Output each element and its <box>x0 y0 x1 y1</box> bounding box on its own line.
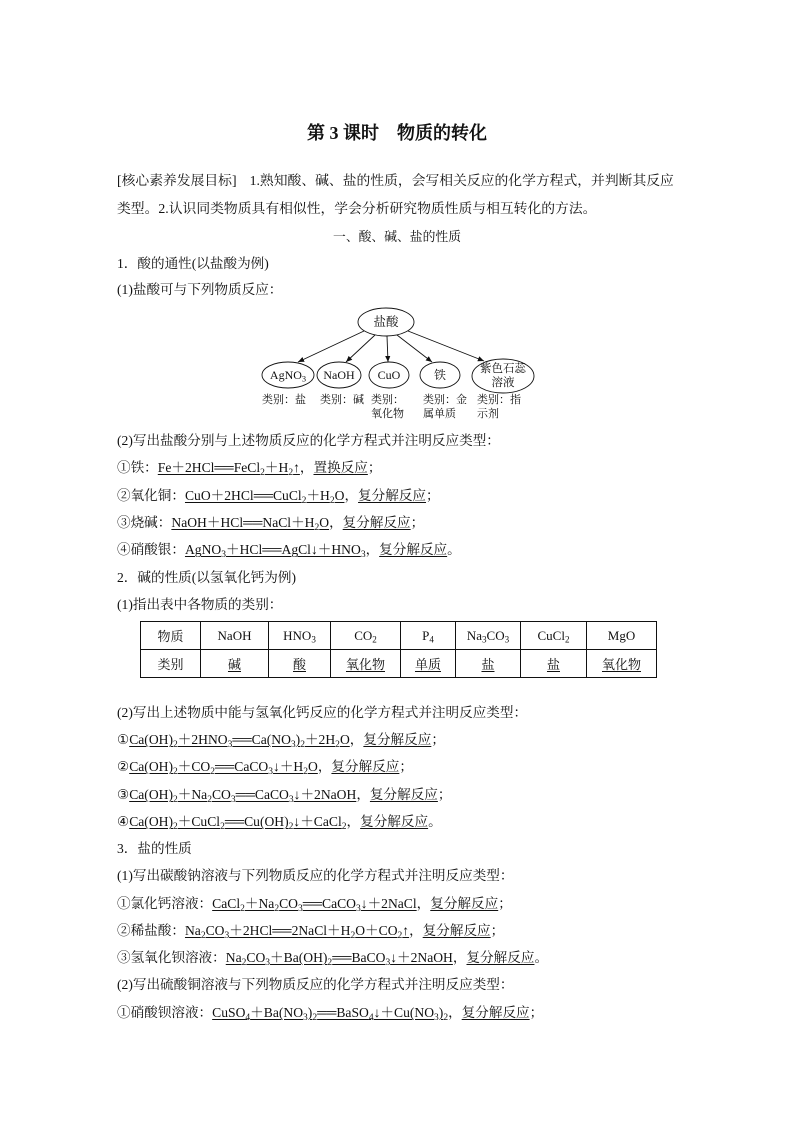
reaction-type-answer: 复分解反应 <box>430 896 499 911</box>
subscript: 3 <box>288 794 294 805</box>
equation-answer <box>129 732 350 750</box>
subscript: 2 <box>301 495 307 506</box>
equation-answer <box>212 896 417 914</box>
diagram-node-agno3 <box>262 367 314 383</box>
formula-text: ↑ <box>293 460 300 475</box>
reaction-label: ②稀盐酸： <box>117 923 185 938</box>
formula-text: AgNO <box>184 542 222 557</box>
formula-text: CO <box>211 787 231 802</box>
formula-text: CO <box>486 627 505 643</box>
equation-answer <box>184 542 366 560</box>
separator: ， <box>452 950 467 965</box>
subscript: 2 <box>172 739 178 750</box>
category-answer: 酸 <box>292 657 306 672</box>
arrow-to-cuo <box>387 336 388 362</box>
category-cell <box>331 650 401 678</box>
formula-text: ＋H <box>264 460 289 475</box>
reaction-label: ③ <box>117 787 130 802</box>
salt-question-2: (2)写出硫酸铜溶液与下列物质反应的化学方程式并注明反应类型： <box>117 977 514 992</box>
reaction-line <box>117 948 548 968</box>
formula-text: ↑ <box>402 923 410 938</box>
subscript: 3 <box>227 739 233 750</box>
line-end: ； <box>498 896 512 911</box>
acid-question-2: (2)写出盐酸分别与上述物质反应的化学方程式并注明反应类型： <box>117 433 500 448</box>
reaction-label: ①氯化钙溶液： <box>117 896 213 911</box>
subscript: 3 <box>268 766 274 777</box>
formula-text: AgNO <box>269 368 302 382</box>
acid-question-1: (1)盐酸可与下列物质反应： <box>117 282 283 297</box>
line-end: ； <box>367 460 382 475</box>
substance-cell <box>401 622 456 650</box>
separator: ， <box>416 896 431 911</box>
separator: ， <box>448 1005 462 1020</box>
reaction-line <box>117 1003 543 1023</box>
line-end: ； <box>437 787 452 802</box>
diagram-node-cuo <box>369 367 409 383</box>
table-row-substances <box>141 622 657 650</box>
equation-answer <box>129 787 357 805</box>
reaction-label: ② <box>117 759 130 774</box>
line-end: 。 <box>534 950 549 965</box>
formula-text: ＋Na <box>177 787 208 802</box>
substance-cell <box>331 622 401 650</box>
subscript: 3 <box>265 957 271 968</box>
equation-answer <box>184 488 345 506</box>
category-line: 氧化物 <box>371 408 404 420</box>
formula-text: ＋CuCl <box>177 814 221 829</box>
line-end: ； <box>426 488 440 503</box>
formula-text: ══CaCO <box>302 896 356 911</box>
formula-text: CuO＋2HCl══CuCl <box>184 488 302 503</box>
reaction-type-answer: 复分解反应 <box>461 1005 530 1020</box>
equation-answer <box>212 1005 449 1023</box>
base-question-2: (2)写出上述物质中能与氢氧化钙反应的化学方程式并注明反应类型： <box>117 705 528 720</box>
equation-answer <box>225 950 453 968</box>
subscript: 2 <box>207 794 212 805</box>
separator: ， <box>356 787 370 802</box>
formula-text: ) <box>307 1005 313 1020</box>
reaction-label: ①硝酸钡溶液： <box>117 1005 213 1020</box>
subscript: 3 <box>230 794 236 805</box>
subscript: 2 <box>350 930 356 941</box>
reaction-label: ④硝酸银： <box>117 542 185 557</box>
formula-text: ══CaCO <box>215 759 269 774</box>
formula-text: ══BaCO <box>332 950 386 965</box>
formula-text: P <box>422 627 430 643</box>
formula-text: Ca(OH) <box>129 787 173 802</box>
line-end: 。 <box>428 814 442 829</box>
reaction-line <box>117 812 442 832</box>
subscript: 2 <box>260 467 265 478</box>
subscript: 3 <box>303 1012 308 1023</box>
substance-cell <box>587 622 657 650</box>
category-answer: 盐 <box>481 657 495 672</box>
formula-text: Ca(OH) <box>129 814 173 829</box>
reaction-line <box>117 894 512 914</box>
subscript: 2 <box>329 495 335 506</box>
reaction-type-answer: 复分解反应 <box>360 814 429 829</box>
line-end: ； <box>529 1005 544 1020</box>
category-line: 类别：指 <box>477 394 521 406</box>
base-heading: 2．碱的性质(以氢氧化钙为例) <box>117 570 296 585</box>
subscript: 3 <box>360 549 366 560</box>
subscript: 2 <box>172 821 178 832</box>
reaction-type-answer: 复分解反应 <box>342 515 411 530</box>
subscript: 2 <box>288 467 294 478</box>
diagram-node-naoh <box>317 367 361 383</box>
formula-text: ＋2HCl══2NaCl＋H <box>229 923 351 938</box>
formula-text: MgO <box>607 627 636 643</box>
separator: ， <box>299 460 314 475</box>
formula-text: HNO <box>283 627 312 643</box>
line-end: 。 <box>447 542 461 557</box>
subscript: 2 <box>443 1012 449 1023</box>
equation-answer <box>129 814 347 832</box>
category-cell <box>201 650 269 678</box>
line-end: ； <box>490 923 505 938</box>
category-label-naoh <box>320 393 364 407</box>
formula-text: Na <box>184 923 201 938</box>
subscript: 2 <box>312 1012 318 1023</box>
formula-text: ＋HCl══AgCl↓＋HNO <box>225 542 361 557</box>
substance-cell <box>201 622 269 650</box>
subscript: 2 <box>300 739 305 750</box>
separator: ， <box>344 488 359 503</box>
reaction-type-answer: 复分解反应 <box>363 732 432 747</box>
equation-answer <box>184 923 410 941</box>
line-end: ； <box>431 732 445 747</box>
formula-text: ══BaSO <box>317 1005 369 1020</box>
diagram-node-iron <box>420 367 460 383</box>
formula-text: ══CaCO <box>235 787 289 802</box>
reaction-line <box>117 513 424 533</box>
separator: ， <box>365 542 380 557</box>
acid-heading: 1．酸的通性(以盐酸为例) <box>117 256 269 271</box>
substance-category-table <box>140 621 657 678</box>
equation-answer <box>129 759 318 777</box>
formula-text: Fe＋2HCl══FeCl <box>157 460 261 475</box>
reaction-label: ① <box>117 732 130 747</box>
category-line: 属单质 <box>423 408 456 420</box>
formula-text: Ca(OH) <box>129 759 173 774</box>
objectives-text-1: 1.熟知酸、碱、盐的性质，会写相关反应的化学方程式，并判断其反应 <box>249 173 674 188</box>
subscript: 2 <box>564 634 570 645</box>
reaction-line <box>117 757 413 777</box>
reaction-label: ③烧碱： <box>117 515 172 530</box>
formula-text: 铁 <box>433 368 446 382</box>
formula-text: CuO <box>377 368 401 382</box>
subscript: 3 <box>434 1012 439 1023</box>
subscript: 3 <box>301 374 307 384</box>
formula-text: O＋CO <box>355 923 398 938</box>
formula-text: CuSO <box>212 1005 246 1020</box>
equation-answer <box>157 460 300 478</box>
formula-text: ↓＋2NaOH <box>390 950 453 965</box>
subscript: 3 <box>385 957 391 968</box>
category-answer: 氧化物 <box>601 657 641 672</box>
category-line: 类别：盐 <box>262 394 306 406</box>
reaction-line <box>117 730 445 750</box>
reaction-label: ①铁： <box>117 460 158 475</box>
formula-text: ＋H <box>306 488 330 503</box>
table-row-categories <box>141 650 657 678</box>
arrow-to-naoh <box>346 335 375 362</box>
subscript: 3 <box>504 634 510 645</box>
arrow-to-iron <box>397 335 432 362</box>
category-line: 类别： <box>371 394 404 406</box>
equation-answer <box>171 515 330 533</box>
separator: ， <box>349 732 364 747</box>
category-cell <box>456 650 521 678</box>
reaction-type-answer: 复分解反应 <box>422 923 491 938</box>
category-answer: 氧化物 <box>345 657 385 672</box>
subscript: 4 <box>429 634 434 645</box>
formula-text: ↓＋CaCl <box>293 814 342 829</box>
subscript: 3 <box>290 739 296 750</box>
reaction-label: ②氧化铜： <box>117 488 185 503</box>
formula-text: CaCl <box>212 896 241 911</box>
formula-text: ↓＋H <box>273 759 304 774</box>
diagram-center-label: 盐酸 <box>373 315 399 329</box>
subscript: 2 <box>274 903 280 914</box>
formula-text: ↓＋2NaOH <box>293 787 357 802</box>
formula-text: O <box>334 488 345 503</box>
subscript: 2 <box>172 766 178 777</box>
formula-text: ＋2HNO <box>177 732 228 747</box>
formula-text: CO <box>354 627 373 643</box>
reaction-line <box>117 486 440 506</box>
subscript: 3 <box>224 930 230 941</box>
reaction-line <box>117 540 461 560</box>
subscript: 2 <box>303 766 308 777</box>
category-label-agno3 <box>262 393 306 407</box>
formula-text: NaOH＋HCl══NaCl＋H <box>171 515 315 530</box>
formula-text: ══Cu(OH) <box>224 814 289 829</box>
category-label-iron <box>423 393 467 421</box>
separator: ， <box>409 923 423 938</box>
subscript: 2 <box>200 930 206 941</box>
formula-text: ＋Ba(OH) <box>270 950 328 965</box>
formula-text: Ca(OH) <box>129 732 173 747</box>
category-cell <box>587 650 657 678</box>
subscript: 3 <box>482 634 487 645</box>
formula-text: Na <box>225 950 242 965</box>
formula-text: CO <box>279 896 298 911</box>
category-answer: 单质 <box>414 657 441 672</box>
litmus-name-line-1: 紫色石蕊 <box>480 363 526 375</box>
formula-text: O <box>339 732 350 747</box>
formula-text: ＋2H <box>304 732 336 747</box>
reaction-label: ④ <box>117 814 130 829</box>
subscript: 2 <box>172 794 178 805</box>
reaction-line <box>117 785 451 805</box>
category-cell <box>269 650 331 678</box>
subscript: 2 <box>314 522 320 533</box>
subscript: 3 <box>356 903 361 914</box>
formula-text: ══Ca(NO <box>232 732 291 747</box>
reaction-type-answer: 置换反应 <box>313 460 368 475</box>
subscript: 2 <box>372 634 377 645</box>
line-end: ； <box>399 759 413 774</box>
arrow-to-agno3 <box>298 331 364 362</box>
subscript: 2 <box>241 957 247 968</box>
reaction-type-answer: 复分解反应 <box>466 950 535 965</box>
subscript: 4 <box>245 1012 251 1023</box>
subscript: 2 <box>341 821 347 832</box>
formula-text: ↓＋Cu(NO <box>373 1005 435 1020</box>
subscript: 2 <box>288 821 294 832</box>
separator: ， <box>346 814 361 829</box>
objectives-line-2: 类型。2.认识同类物质具有相似性，学会分析研究物质性质与相互转化的方法。 <box>117 201 597 216</box>
section-heading: 一、酸、碱、盐的性质 <box>333 230 461 244</box>
salt-heading: 3．盐的性质 <box>117 841 192 856</box>
reaction-line <box>117 458 381 478</box>
formula-text: CO <box>205 923 225 938</box>
table-header-cell: 类别 <box>141 650 201 678</box>
reaction-type-answer: 复分解反应 <box>358 488 427 503</box>
subscript: 4 <box>368 1012 374 1023</box>
arrow-to-litmus <box>408 331 484 361</box>
lesson-title: 第 3 课时 物质的转化 <box>307 123 487 143</box>
objectives-line-1 <box>117 171 674 191</box>
subscript: 3 <box>221 549 226 560</box>
category-line: 示剂 <box>477 408 499 420</box>
base-question-1: (1)指出表中各物质的类别： <box>117 597 283 612</box>
formula-text: CuCl <box>537 627 565 643</box>
category-cell <box>401 650 456 678</box>
formula-text: ) <box>295 732 301 747</box>
formula-text: ＋CO <box>177 759 211 774</box>
subscript: 2 <box>397 930 403 941</box>
formula-text: ) <box>438 1005 444 1020</box>
subscript: 2 <box>335 739 340 750</box>
subscript: 2 <box>210 766 215 777</box>
table-header-cell: 物质 <box>141 622 201 650</box>
category-answer: 碱 <box>227 657 241 672</box>
formula-text: NaOH <box>323 368 355 382</box>
subscript: 2 <box>240 903 245 914</box>
subscript: 3 <box>311 634 316 645</box>
category-line: 类别：碱 <box>320 394 364 406</box>
subscript: 3 <box>297 903 303 914</box>
salt-question-1: (1)写出碳酸钠溶液与下列物质反应的化学方程式并注明反应类型： <box>117 868 514 883</box>
objectives-label: [核心素养发展目标] <box>117 173 237 188</box>
reaction-label: ③氢氧化钡溶液： <box>117 950 226 965</box>
formula-text: O <box>308 759 318 774</box>
substance-cell <box>456 622 521 650</box>
category-answer: 盐 <box>546 657 560 672</box>
category-line: 类别：金 <box>423 394 467 406</box>
reaction-type-answer: 复分解反应 <box>369 787 438 802</box>
reaction-type-answer: 复分解反应 <box>379 542 448 557</box>
substance-cell <box>521 622 587 650</box>
separator: ， <box>329 515 343 530</box>
separator: ， <box>317 759 332 774</box>
formula-text: ＋Ba(NO <box>250 1005 304 1020</box>
reaction-line <box>117 921 504 941</box>
line-end: ； <box>410 515 425 530</box>
formula-text: ＋Na <box>244 896 275 911</box>
formula-text: Na <box>466 627 482 643</box>
formula-text: CO <box>246 950 266 965</box>
litmus-name-line-2: 溶液 <box>491 377 515 389</box>
reaction-type-answer: 复分解反应 <box>331 759 400 774</box>
substance-cell <box>269 622 331 650</box>
category-label-litmus <box>477 393 521 421</box>
formula-text: ↓＋2NaCl <box>360 896 417 911</box>
diagram-node-litmus <box>472 362 534 390</box>
subscript: 2 <box>220 821 225 832</box>
subscript: 2 <box>327 957 333 968</box>
category-cell <box>521 650 587 678</box>
formula-text: O <box>319 515 330 530</box>
category-label-cuo <box>371 393 404 421</box>
formula-text: NaOH <box>217 627 252 643</box>
